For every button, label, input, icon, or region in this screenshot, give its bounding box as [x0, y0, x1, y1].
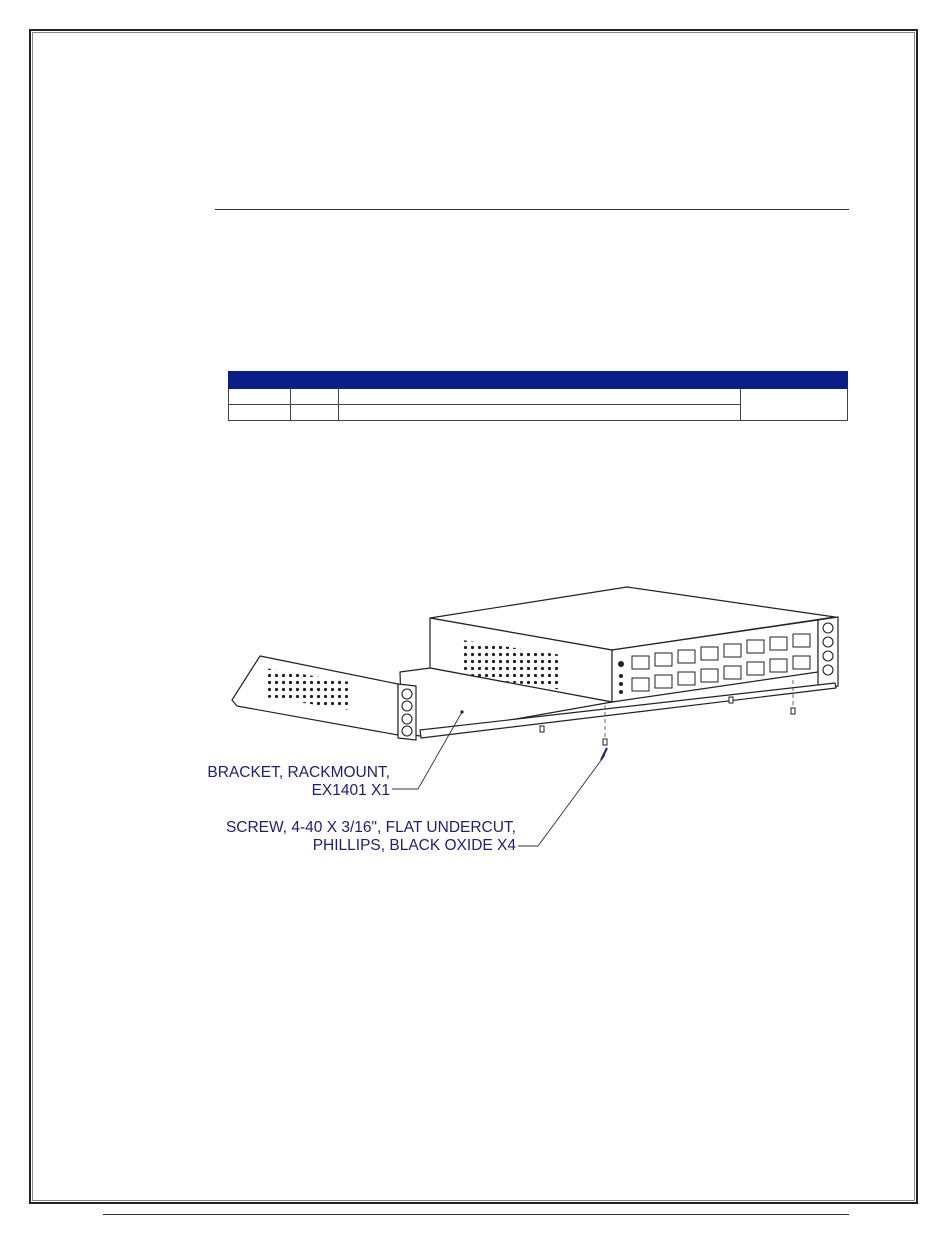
- callout-screw: [226, 819, 516, 855]
- callout-bracket: [207, 764, 390, 800]
- callout-bracket-line1: BRACKET, RACKMOUNT,: [207, 764, 390, 781]
- callout-screw-line2: PHILLIPS, BLACK OXIDE X4: [312, 837, 516, 854]
- callout-screw-line1: SCREW, 4-40 X 3/16", FLAT UNDERCUT,: [225, 819, 516, 836]
- callout-bracket-line2: EX1401 X1: [311, 782, 390, 799]
- footer-rule: [103, 1214, 849, 1215]
- screwdriver-icon: [601, 748, 607, 760]
